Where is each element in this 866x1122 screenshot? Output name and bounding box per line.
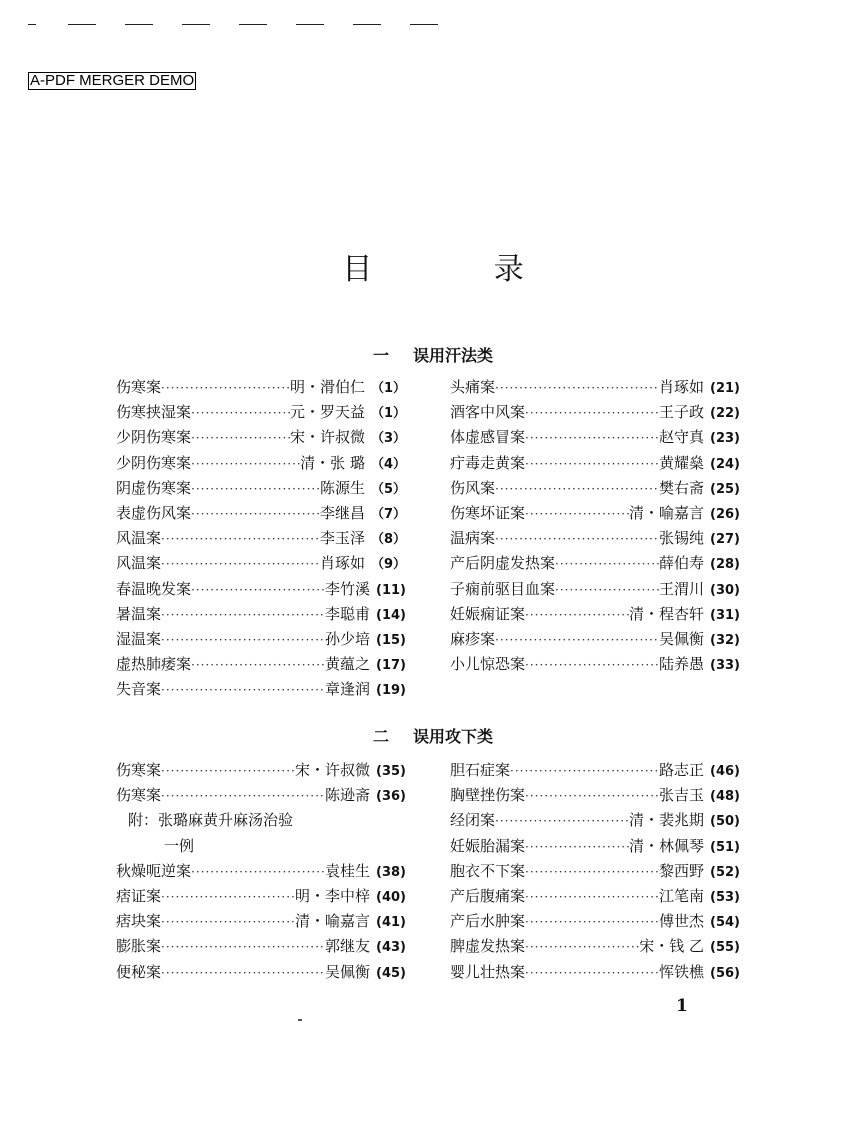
entry-page: (53) <box>710 889 740 905</box>
leader-dots <box>525 457 659 471</box>
toc-entry <box>116 961 406 986</box>
section-number: 二 <box>372 727 389 746</box>
toc-entry <box>450 653 740 678</box>
toc-entry <box>116 935 406 960</box>
entry-author: 樊右斋 <box>659 478 705 497</box>
entry-title: 伤寒案 <box>116 786 162 805</box>
toc-entry <box>116 759 406 784</box>
entry-title: 表虚伤风案 <box>116 503 192 522</box>
entry-author: 清・裴兆期 <box>629 811 705 830</box>
toc-entry <box>450 452 740 477</box>
section-title: 误用汗法类 <box>413 346 494 365</box>
toc-entry <box>450 835 740 860</box>
toc-entry <box>450 578 740 603</box>
toc-entry <box>116 502 406 527</box>
entry-title: 少阴伤寒案 <box>116 428 192 447</box>
toc-column-right <box>450 759 740 986</box>
entry-page: (26) <box>710 506 740 522</box>
toc-entry <box>450 910 740 935</box>
toc-column-right <box>450 376 740 678</box>
entry-page: (30) <box>710 582 740 598</box>
toc-note: 附：张璐麻黄升麻汤治验 <box>128 811 294 830</box>
toc-column-left <box>116 759 406 986</box>
entry-author: 薛伯寿 <box>659 554 705 573</box>
entry-title: 酒客中风案 <box>450 403 526 422</box>
entry-page: (41) <box>376 915 406 931</box>
section-number: 一 <box>372 346 389 365</box>
entry-page: (48) <box>710 789 740 805</box>
toc-entry <box>450 809 740 834</box>
watermark: A-PDF MERGER DEMO <box>30 72 195 89</box>
entry-title: 头痛案 <box>450 378 496 396</box>
entry-author: 明・李中梓 <box>295 886 371 905</box>
entry-page: (54) <box>710 915 740 931</box>
entry-title: 风温案 <box>116 529 162 548</box>
entry-title: 痞块案 <box>116 912 162 931</box>
entry-author: 李聪甫 <box>325 604 371 623</box>
toc-entry <box>450 401 740 426</box>
leader-dots <box>161 789 325 803</box>
leader-dots <box>191 583 325 597</box>
leader-dots <box>495 532 659 546</box>
leader-dots <box>161 608 325 622</box>
leader-dots <box>555 583 659 597</box>
leader-dots <box>191 658 325 672</box>
leader-dots <box>191 431 290 445</box>
toc-entry <box>450 628 740 653</box>
entry-author: 宋・许叔微 <box>289 428 365 447</box>
toc-entry <box>450 603 740 628</box>
entry-title: 伤风案 <box>450 478 496 497</box>
entry-author: 黎西野 <box>659 861 705 880</box>
entry-author: 陈源生 <box>319 478 365 497</box>
toc-column-left <box>116 376 406 703</box>
leader-dots <box>525 406 659 420</box>
leader-dots <box>191 865 325 879</box>
entry-title: 子痫前驱目血案 <box>450 579 556 598</box>
entry-title: 暑温案 <box>116 604 162 623</box>
leader-dots <box>161 532 320 546</box>
entry-page: (28) <box>710 557 740 573</box>
entry-title: 虚热肺痿案 <box>116 655 192 674</box>
entry-page: (38) <box>376 864 406 880</box>
toc-entry <box>116 910 406 935</box>
toc-entry <box>116 477 406 502</box>
entry-page: (27) <box>710 532 740 548</box>
toc-entry <box>116 603 406 628</box>
entry-author: 宋・钱 乙 <box>639 937 705 956</box>
entry-author: 袁桂生 <box>325 861 371 880</box>
entry-title: 伤寒坏证案 <box>450 503 526 522</box>
toc-entry <box>116 860 406 885</box>
leader-dots <box>161 381 290 395</box>
toc-entry <box>116 452 406 477</box>
entry-page: (31) <box>710 607 740 623</box>
entry-page: (36) <box>376 789 406 805</box>
entry-author: 陆养愚 <box>659 655 705 674</box>
entry-page: (15) <box>376 632 406 648</box>
entry-page: （4） <box>370 456 406 472</box>
entry-page: （9） <box>370 557 406 573</box>
toc-entry <box>116 552 406 577</box>
entry-page: (50) <box>710 814 740 830</box>
entry-page: (14) <box>376 607 406 623</box>
entry-page: (17) <box>376 658 406 674</box>
dash-segment <box>296 24 324 25</box>
leader-dots <box>525 966 659 980</box>
entry-title: 少阴伤寒案 <box>116 453 192 472</box>
toc-entry <box>116 628 406 653</box>
entry-title: 产后腹痛案 <box>450 886 526 905</box>
toc-entry <box>116 527 406 552</box>
dash-segment <box>68 24 96 25</box>
entry-page: (56) <box>710 965 740 981</box>
entry-page: (45) <box>376 965 406 981</box>
entry-author: 王渭川 <box>659 579 705 598</box>
entry-title: 伤寒案 <box>116 761 162 779</box>
entry-page: (21) <box>710 381 740 396</box>
leader-dots <box>161 966 325 980</box>
entry-title: 胆石症案 <box>450 761 511 779</box>
dash-segment <box>28 24 36 25</box>
entry-title: 小儿惊恐案 <box>450 655 526 674</box>
entry-page: (43) <box>376 940 406 956</box>
entry-author: 江笔南 <box>659 886 705 905</box>
entry-author: 赵守真 <box>659 428 705 447</box>
toc-entry <box>116 578 406 603</box>
entry-page: (25) <box>710 481 740 497</box>
entry-author: 明・滑伯仁 <box>289 378 365 396</box>
entry-page: (23) <box>710 431 740 447</box>
entry-author: 清・喻嘉言 <box>629 503 705 522</box>
toc-entry <box>450 935 740 960</box>
entry-title: 失音案 <box>116 680 162 699</box>
entry-author: 李玉泽 <box>319 529 365 548</box>
entry-title: 体虚感冒案 <box>450 428 526 447</box>
entry-author: 路志正 <box>659 761 705 779</box>
leader-dots <box>495 381 659 395</box>
entry-title: 阴虚伤寒案 <box>116 478 192 497</box>
entry-page: (55) <box>710 940 740 956</box>
entry-page: （1） <box>370 381 406 396</box>
page-title: 目 录 <box>342 252 580 287</box>
leader-dots <box>191 507 320 521</box>
entry-title: 产后水肿案 <box>450 912 526 931</box>
entry-page: (51) <box>710 839 740 855</box>
entry-title: 伤寒挟湿案 <box>116 403 192 422</box>
entry-author: 黄耀燊 <box>659 453 705 472</box>
entry-title: 脾虚发热案 <box>450 937 526 956</box>
toc-entry <box>116 784 406 809</box>
leader-dots <box>495 633 659 647</box>
leader-dots <box>495 482 659 496</box>
entry-author: 王子政 <box>659 403 705 422</box>
entry-title: 妊娠胎漏案 <box>450 836 526 855</box>
toc-entry <box>450 552 740 577</box>
entry-page: (22) <box>710 406 740 422</box>
entry-title: 麻疹案 <box>450 629 496 648</box>
section-heading <box>0 724 866 747</box>
entry-page: (46) <box>710 764 740 779</box>
entry-author: 李竹溪 <box>325 579 371 598</box>
entry-page: (33) <box>710 658 740 674</box>
entry-title: 伤寒案 <box>116 378 162 396</box>
leader-dots <box>525 940 639 954</box>
entry-page: （8） <box>370 532 406 548</box>
dash-segment <box>353 24 381 25</box>
entry-author: 元・罗天益 <box>289 403 365 422</box>
entry-page: （7） <box>370 506 406 522</box>
toc-entry <box>116 376 406 401</box>
entry-page: （3） <box>370 431 406 447</box>
dash-segment <box>125 24 153 25</box>
entry-page: (52) <box>710 864 740 880</box>
leader-dots <box>161 557 320 571</box>
toc-entry <box>450 885 740 910</box>
leader-dots <box>555 557 659 571</box>
entry-author: 清・程杏轩 <box>629 604 705 623</box>
entry-author: 肖琢如 <box>659 378 705 396</box>
entry-title: 便秘案 <box>116 962 162 981</box>
leader-dots <box>161 915 295 929</box>
leader-dots <box>525 865 659 879</box>
entry-title: 痞证案 <box>116 886 162 905</box>
toc-entry <box>450 376 740 401</box>
leader-dots <box>191 482 320 496</box>
entry-page: (40) <box>376 889 406 905</box>
leader-dots <box>525 840 629 854</box>
entry-title: 风温案 <box>116 554 162 573</box>
leader-dots <box>191 406 290 420</box>
entry-author: 吴佩衡 <box>325 962 371 981</box>
toc-entry <box>116 426 406 451</box>
entry-title: 湿温案 <box>116 629 162 648</box>
toc-entry <box>450 961 740 986</box>
dash-segment <box>410 24 438 25</box>
entry-author: 恽铁樵 <box>659 962 705 981</box>
entry-author: 黄蕴之 <box>325 655 371 674</box>
entry-author: 郭继友 <box>325 937 371 956</box>
leader-dots <box>525 507 629 521</box>
entry-title: 秋燥呃逆案 <box>116 861 192 880</box>
scan-speck <box>298 1019 302 1021</box>
entry-title: 妊娠痫证案 <box>450 604 526 623</box>
entry-title: 婴儿壮热案 <box>450 962 526 981</box>
entry-page: (35) <box>376 764 406 779</box>
entry-author: 清・林佩琴 <box>629 836 705 855</box>
entry-author: 清・张 璐 <box>300 453 365 472</box>
entry-author: 吴佩衡 <box>659 629 705 648</box>
toc-entry <box>450 860 740 885</box>
entry-page: （1） <box>370 406 406 422</box>
toc-entry <box>116 885 406 910</box>
leader-dots <box>525 789 659 803</box>
toc-entry <box>116 401 406 426</box>
toc-entry <box>116 678 406 703</box>
entry-author: 李继昌 <box>319 503 365 522</box>
page-number: 1 <box>676 996 688 1016</box>
entry-page: (32) <box>710 632 740 648</box>
entry-page: （5） <box>370 481 406 497</box>
toc-entry <box>450 477 740 502</box>
toc-entry <box>450 759 740 784</box>
dash-segment <box>182 24 210 25</box>
dash-segment <box>239 24 267 25</box>
entry-author: 章逢润 <box>325 680 371 699</box>
entry-author: 张吉玉 <box>659 786 705 805</box>
leader-dots <box>525 915 659 929</box>
entry-author: 张锡纯 <box>659 529 705 548</box>
entry-title: 产后阴虚发热案 <box>450 554 556 573</box>
leader-dots <box>525 431 659 445</box>
entry-page: (24) <box>710 456 740 472</box>
leader-dots <box>495 814 629 828</box>
leader-dots <box>161 683 325 697</box>
entry-title: 胸壁挫伤案 <box>450 786 526 805</box>
leader-dots <box>510 764 659 778</box>
toc-entry <box>450 527 740 552</box>
toc-entry <box>450 784 740 809</box>
section-title: 误用攻下类 <box>413 727 494 746</box>
entry-title: 经闭案 <box>450 811 496 830</box>
entry-author: 清・喻嘉言 <box>295 912 371 931</box>
entry-title: 胞衣不下案 <box>450 861 526 880</box>
entry-title: 春温晚发案 <box>116 579 192 598</box>
entry-author: 肖琢如 <box>319 554 365 573</box>
entry-title: 疔毒走黄案 <box>450 453 526 472</box>
entry-title: 膨胀案 <box>116 937 162 956</box>
entry-page: (11) <box>376 582 406 598</box>
entry-author: 宋・许叔微 <box>295 761 371 779</box>
leader-dots <box>191 457 300 471</box>
entry-author: 孙少培 <box>325 629 371 648</box>
leader-dots <box>525 658 659 672</box>
leader-dots <box>161 940 325 954</box>
entry-author: 傅世杰 <box>659 912 705 931</box>
leader-dots <box>161 764 295 778</box>
section-heading <box>0 343 866 366</box>
toc-entry <box>450 426 740 451</box>
leader-dots <box>161 633 325 647</box>
leader-dots <box>525 608 629 622</box>
entry-author: 陈逊斋 <box>325 786 371 805</box>
toc-entry <box>450 502 740 527</box>
leader-dots <box>161 890 295 904</box>
entry-title: 温病案 <box>450 529 496 548</box>
entry-page: (19) <box>376 683 406 699</box>
toc-entry <box>116 653 406 678</box>
toc-note: 一例 <box>164 836 195 855</box>
leader-dots <box>525 890 659 904</box>
